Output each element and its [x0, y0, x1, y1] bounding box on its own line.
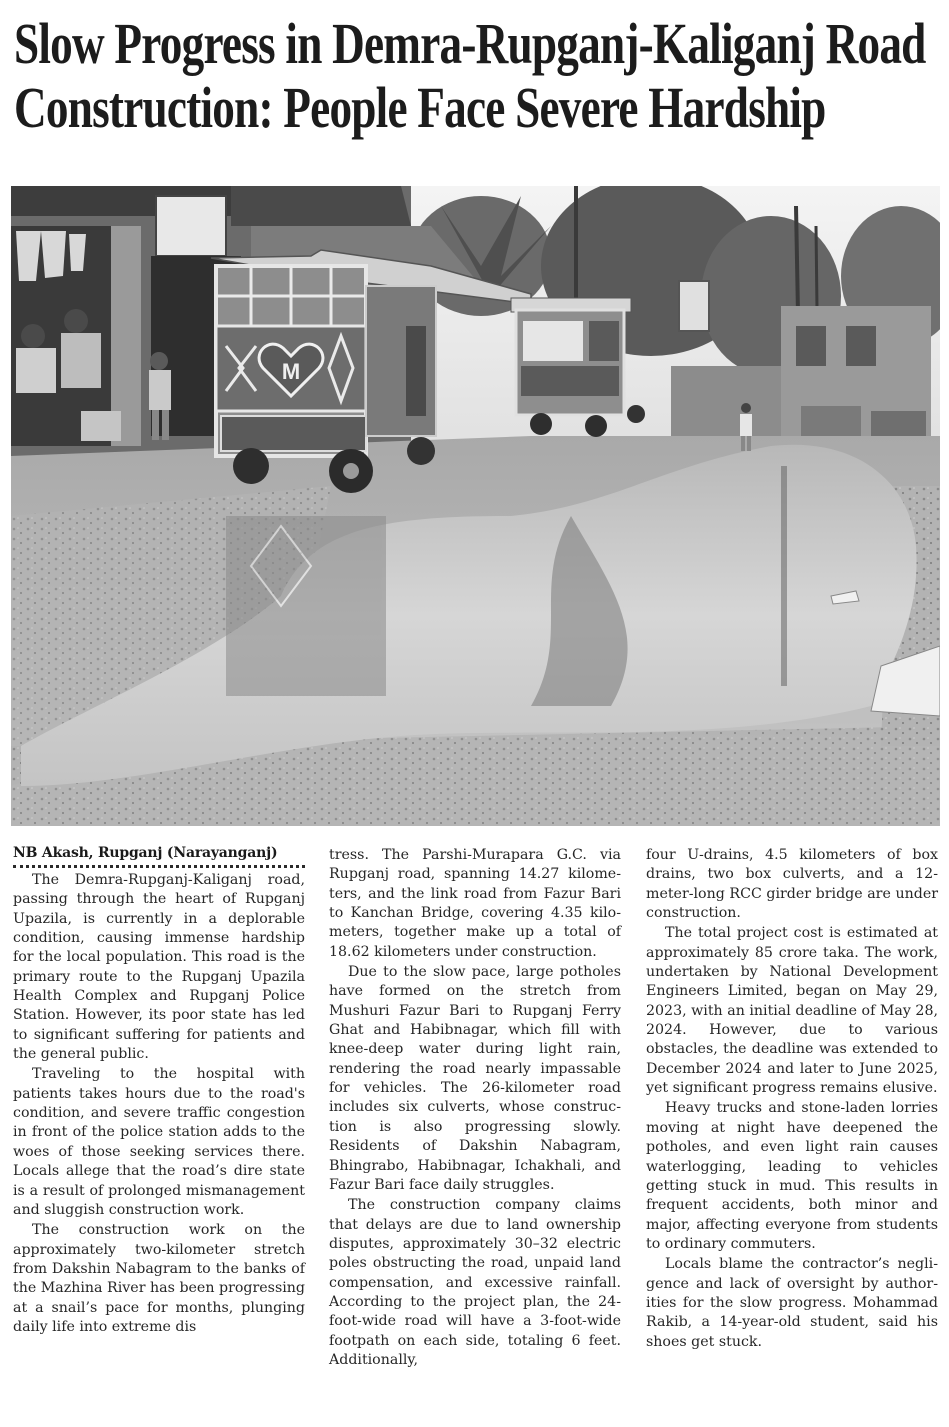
byline: NB Akash, Rupganj (Narayanganj): [13, 844, 305, 868]
headline: [14, 11, 926, 140]
article-body: [13, 844, 938, 1424]
paragraph: The construction work on the approximately two-kilometer stretch from Dakshin Nabagram to the banks of the Mazhina River has been progressing at a snail’s pace for months, plunging daily life into extreme dis: [13, 1222, 305, 1335]
road-scene-illustration: [11, 186, 940, 826]
paragraph: The total project cost is estimated at approximately 85 crore taka. The work, undertaken by National Development Engineers Limited, began on May 29, 2023, with an initial deadline of May 28, 2024. However, due to various obstacles, the deadline was extended to December 2024 and later to June 2025, yet significant progress remains elusive.: [646, 925, 938, 1097]
headline-line-1: Slow Progress in Demra-Rupganj-Kaliganj Road: [14, 11, 926, 76]
news-photo: [11, 186, 940, 826]
article-column-2: [329, 846, 621, 1370]
paragraph: four U-drains, 4.5 kilometers of box drains, two box culverts, and a 12-meter-long RCC girder bridge are under construction.: [646, 847, 938, 922]
paragraph: Traveling to the hospital with patients takes hours due to the road's condition, and severe traffic congestion in front of the police station adds to the woes of those seeking services there. Locals allege that the road’s dire state is a result of prolonged mismanagement and sluggish construction work.: [13, 1066, 305, 1218]
paragraph: Heavy trucks and stone-laden lorries moving at night have deepened the potholes, and even light rain causes waterlogging, leading to vehicles getting stuck in mud. This results in frequent accidents, both minor and major, affecting everyone from students to ordinary commuters.: [646, 1100, 938, 1252]
article-column-1: [13, 844, 305, 1337]
paragraph: Locals blame the contractor’s negligence and lack of oversight by authorities for the slow progress. Mohammad Rakib, a 14-year-old student, said his shoes get stuck.: [646, 1256, 938, 1350]
paragraph: tress. The Parshi-Murapara G.C. via Rupganj road, spanning 14.27 kilometers, and the link road from Fazur Bari to Kanchan Bridge, covering 4.35 kilometers, together make up a total of 18.62 kilometers under construction.: [329, 847, 621, 960]
headline-line-2: Construction: People Face Severe Hardship: [14, 75, 826, 140]
rickshaw-emblem: M: [281, 359, 301, 384]
paragraph: Due to the slow pace, large potholes have formed on the stretch from Mushuri Fazur Bari to Rupganj Ferry Ghat and Habibnagar, which fill with knee-deep water during light rain, rendering the road nearly impassable for vehicles. The 26-kilometer road includes six culverts, whose construction is also progressing slowly. Residents of Dakshin Nabagram, Bhingrabo, Habibnagar, Ichakhali, and Fazur Bari face daily struggles.: [329, 964, 621, 1193]
auto-rickshaw-back: [511, 298, 645, 437]
article-column-3: [646, 846, 938, 1352]
paragraph: The Demra-Rupganj-Kaliganj road, passing through the heart of Rupganj Upazila, is currently in a deplorable condition, causing immense hardship for the local population. This road is the primary route to the Rupganj Upazila Health Complex and Rupganj Police Station. However, its poor state has led to significant suffering for patients and the general public.: [13, 872, 305, 1063]
paragraph: The construction company claims that delays are due to land ownership disputes, approximately 30–32 electric poles obstructing the road, unpaid land compensation, and excessive rainfall. According to the project plan, the 24-foot-wide road will have a 3-foot-wide footpath on each side, totaling 6 feet. Additionally,: [329, 1197, 621, 1368]
